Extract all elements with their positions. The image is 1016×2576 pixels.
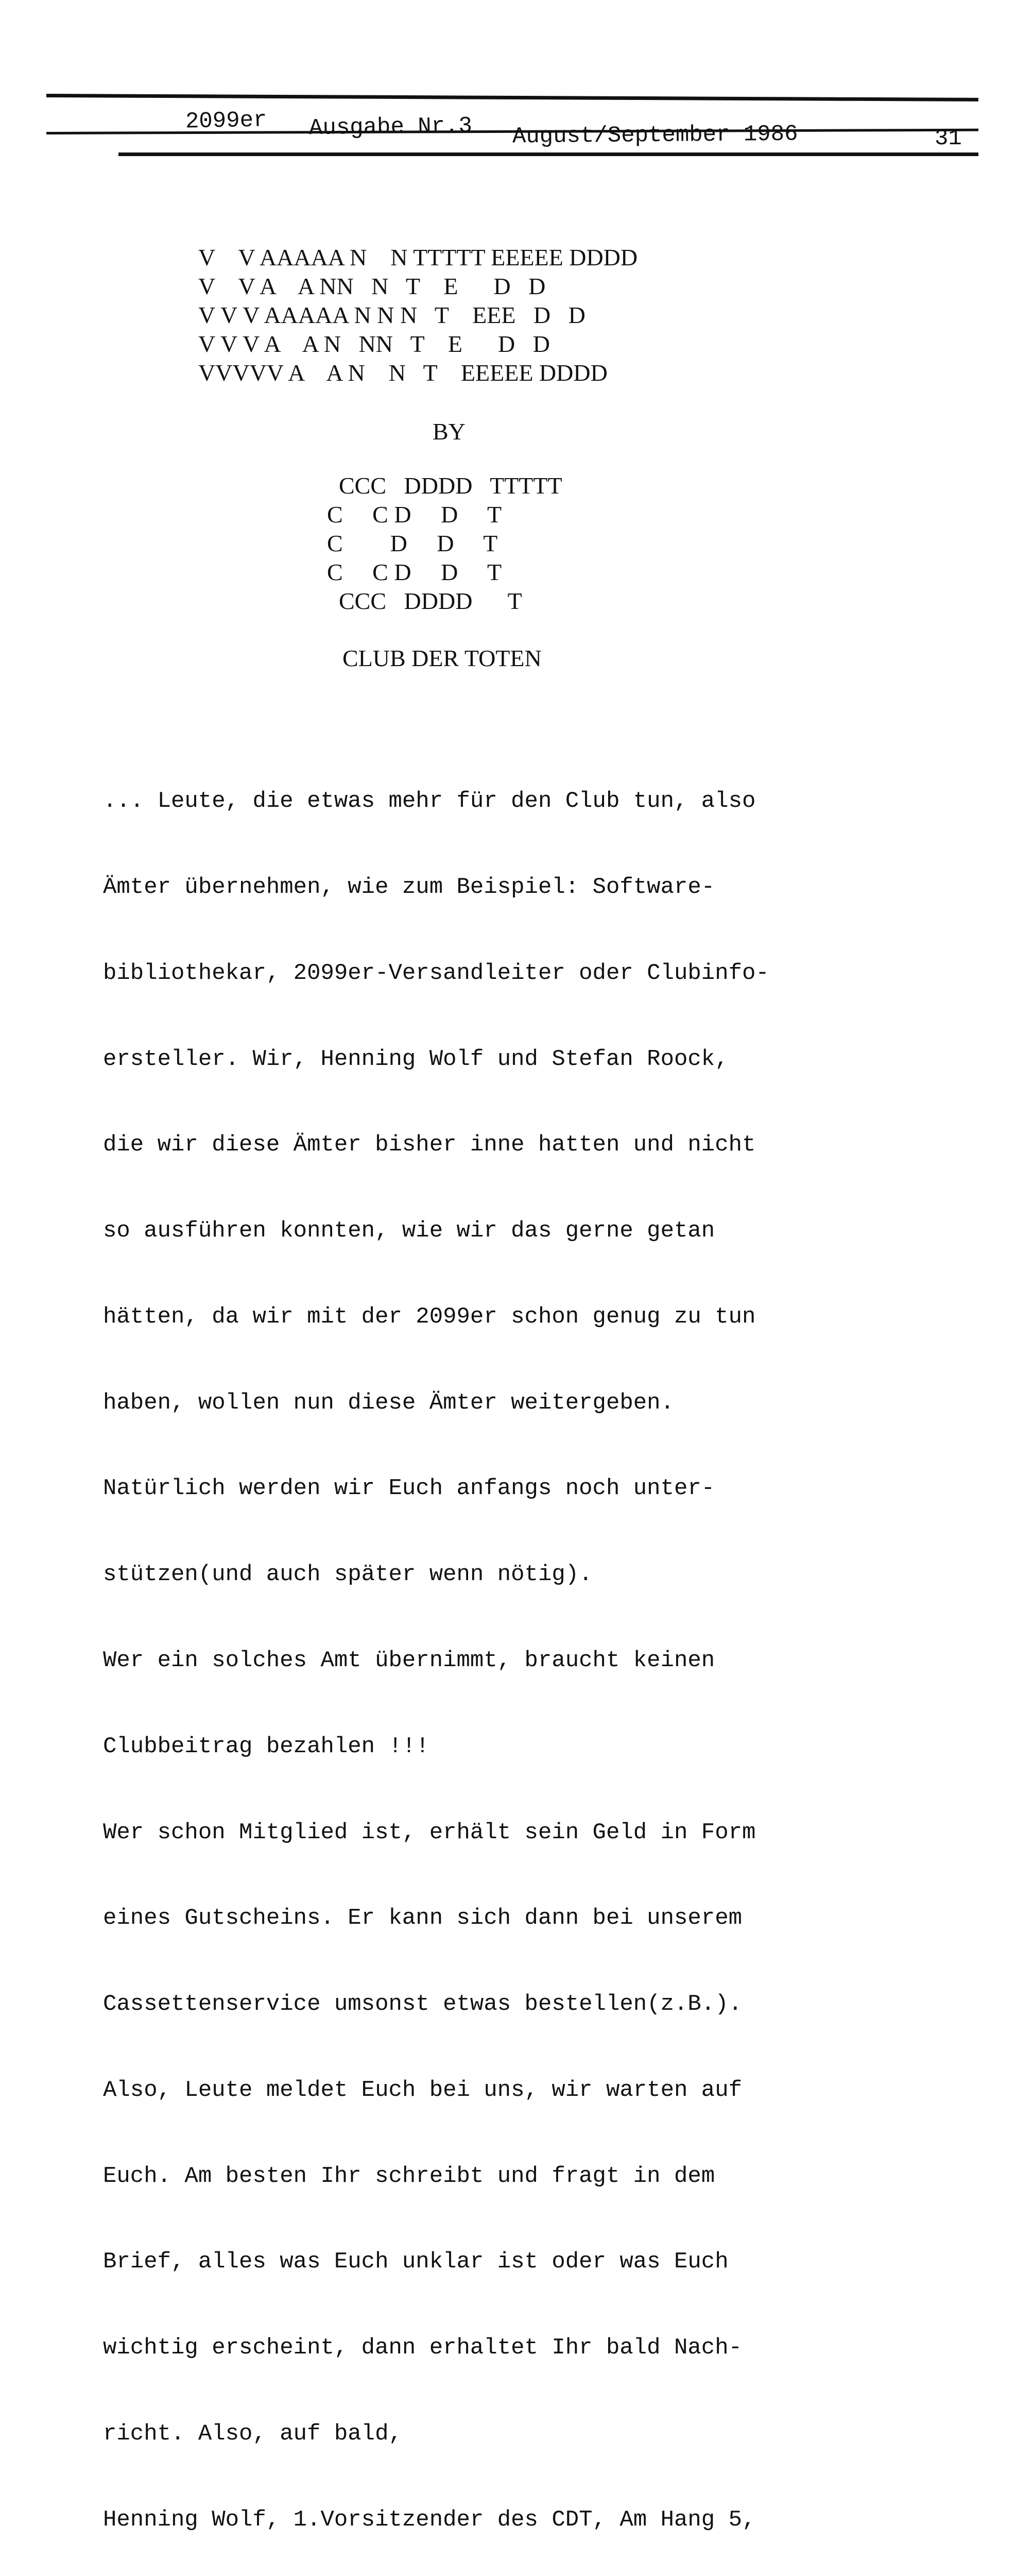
ascii-banner-cdt: CCC DDDD TTTTT C C D D T C D D T C C D D T CCC DDDD T (327, 472, 562, 614)
body-line: Clubbeitrag bezahlen !!! (103, 1733, 429, 1759)
body-line: Henning Wolf, 1.Vorsitzender des CDT, Am Hang 5, (103, 2506, 756, 2533)
body-line: Wer ein solches Amt übernimmt, braucht keinen (103, 1648, 715, 1673)
header-issue: Ausgabe Nr.3 (308, 113, 473, 142)
header-publication: 2099er (185, 107, 267, 135)
body-line: Euch. Am besten Ihr schreibt und fragt in dem (103, 2163, 715, 2189)
body-line: ersteller. Wir, Henning Wolf und Stefan Roock, (103, 1046, 729, 1072)
body-line: Wer schon Mitglied ist, erhält sein Geld in Form (103, 1819, 756, 1845)
body-line: Natürlich werden wir Euch anfangs noch unter- (103, 1476, 715, 1502)
by-label: BY (433, 418, 466, 445)
club-name: CLUB DER TOTEN (342, 645, 542, 671)
body-line: Cassettenservice umsonst etwas bestellen(z.B.). (103, 1991, 743, 2018)
body-line: ... Leute, die etwas mehr für den Club tun, also (103, 788, 756, 815)
body-line: die wir diese Ämter bisher inne hatten und nicht (103, 1132, 756, 1158)
body-line: haben, wollen nun diese Ämter weitergeben. (103, 1389, 674, 1416)
body-line: so ausführen konnten, wie wir das gerne getan (103, 1218, 715, 1244)
ascii-banner-wanted: V V AAAAA N N TTTTT EEEEE DDDD V V A A NN N T E D D V V V AAAAA N N N T EEE D D V V V A A N NN T E D D VVVVV A A N N T EEEEE DDDD (198, 244, 638, 386)
body-line: bibliothekar, 2099er-Versandleiter oder Clubinfo- (103, 960, 769, 986)
header-top-rule (46, 94, 978, 101)
body-line: eines Gutscheins. Er kann sich dann bei unserem (103, 1905, 743, 1931)
header-bottom-rule (118, 152, 978, 156)
article-body (103, 730, 937, 2576)
body-line: hätten, da wir mit der 2099er schon genug zu tun (103, 1303, 756, 1330)
body-line: richt. Also, auf bald, (103, 2421, 402, 2447)
header-date: August/September 1986 (512, 121, 798, 150)
body-line: stützen(und auch später wenn nötig). (103, 1562, 593, 1588)
page-number: 31 (935, 126, 962, 151)
body-line: wichtig erscheint, dann erhaltet Ihr bald Nach- (103, 2335, 743, 2361)
body-line: Brief, alles was Euch unklar ist oder was Euch (103, 2249, 729, 2275)
body-line: Ämter übernehmen, wie zum Beispiel: Software- (103, 874, 715, 900)
body-line: Also, Leute meldet Euch bei uns, wir warten auf (103, 2077, 743, 2103)
